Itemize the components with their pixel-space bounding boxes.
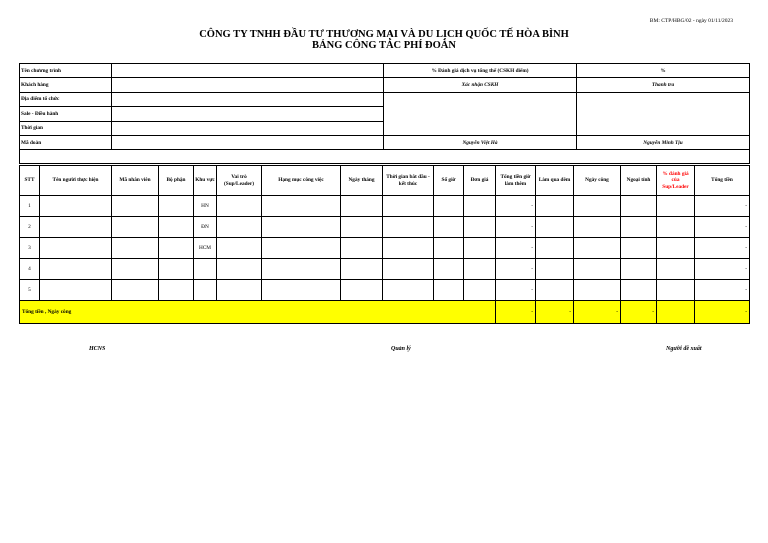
cell-time-range[interactable] bbox=[383, 280, 434, 301]
cell-time-range[interactable] bbox=[383, 196, 434, 217]
header-rating: % đánh giá của Sup/Leader bbox=[657, 166, 695, 196]
cell-total: - bbox=[695, 217, 750, 238]
program-value[interactable] bbox=[112, 64, 384, 78]
cell-stt: 1 bbox=[20, 196, 40, 217]
cskh-signature-area bbox=[384, 92, 577, 135]
header-total: Tổng tiền bbox=[695, 166, 750, 196]
document-title: BẢNG CÔNG TÁC PHÍ ĐOÀN bbox=[312, 40, 456, 51]
cell-overnight[interactable] bbox=[536, 259, 574, 280]
cell-total: - bbox=[695, 259, 750, 280]
table-header-row bbox=[20, 166, 750, 196]
form-code: BM: CTP/HBG/02 - ngày 01/11/2023 bbox=[649, 18, 733, 24]
cell-overnight[interactable] bbox=[536, 238, 574, 259]
cell-performer[interactable] bbox=[40, 217, 112, 238]
table-row bbox=[20, 259, 750, 280]
cell-out-of-province[interactable] bbox=[621, 280, 657, 301]
cell-overnight[interactable] bbox=[536, 196, 574, 217]
rating-label: % Đánh giá dịch vụ tổng thể (CSKH điểm) bbox=[384, 64, 577, 78]
cell-performer[interactable] bbox=[40, 196, 112, 217]
program-label: Tên chương trình bbox=[20, 64, 112, 78]
cell-out-of-province[interactable] bbox=[621, 196, 657, 217]
table-row bbox=[20, 217, 750, 238]
cell-region[interactable] bbox=[194, 280, 217, 301]
cell-rating[interactable] bbox=[657, 217, 695, 238]
sale-value[interactable] bbox=[112, 107, 384, 121]
cell-emp-id[interactable] bbox=[112, 196, 159, 217]
cell-date[interactable] bbox=[341, 238, 383, 259]
header-overnight: Làm qua đêm bbox=[536, 166, 574, 196]
cell-overtime: - bbox=[496, 238, 536, 259]
totals-row bbox=[20, 301, 750, 324]
cell-role[interactable] bbox=[217, 196, 262, 217]
cell-hours[interactable] bbox=[434, 196, 464, 217]
header-performer: Tên người thực hiện bbox=[40, 166, 112, 196]
program-info-table bbox=[19, 63, 750, 164]
inspector-signature-area bbox=[577, 92, 750, 135]
cell-dept[interactable] bbox=[159, 259, 194, 280]
cell-overtime: - bbox=[496, 217, 536, 238]
signature-proposer: Người đề xuất bbox=[666, 346, 702, 352]
cell-performer[interactable] bbox=[40, 259, 112, 280]
cell-unit-price[interactable] bbox=[464, 259, 496, 280]
cell-work-item[interactable] bbox=[262, 280, 341, 301]
cell-unit-price[interactable] bbox=[464, 238, 496, 259]
cell-workdays[interactable] bbox=[574, 280, 621, 301]
cell-work-item[interactable] bbox=[262, 238, 341, 259]
cell-hours[interactable] bbox=[434, 217, 464, 238]
cell-rating[interactable] bbox=[657, 280, 695, 301]
spacer-row bbox=[20, 150, 750, 164]
cell-work-item[interactable] bbox=[262, 196, 341, 217]
cell-stt: 3 bbox=[20, 238, 40, 259]
cell-workdays[interactable] bbox=[574, 196, 621, 217]
cell-hours[interactable] bbox=[434, 259, 464, 280]
header-workdays: Ngày công bbox=[574, 166, 621, 196]
header-date: Ngày tháng bbox=[341, 166, 383, 196]
group-code-value[interactable] bbox=[112, 135, 384, 149]
header-time-range: Thời gian bắt đầu - kết thúc bbox=[383, 166, 434, 196]
cell-overtime: - bbox=[496, 196, 536, 217]
header-work-item: Hạng mục công việc bbox=[262, 166, 341, 196]
cell-dept[interactable] bbox=[159, 280, 194, 301]
header-role: Vai trò (Sup/Leader) bbox=[217, 166, 262, 196]
time-label: Thời gian bbox=[20, 121, 112, 135]
header-hours: Số giờ bbox=[434, 166, 464, 196]
cell-emp-id[interactable] bbox=[112, 238, 159, 259]
header-stt: STT bbox=[20, 166, 40, 196]
cell-hours[interactable] bbox=[434, 280, 464, 301]
cell-stt: 4 bbox=[20, 259, 40, 280]
cell-date[interactable] bbox=[341, 259, 383, 280]
table-row bbox=[20, 196, 750, 217]
cell-emp-id[interactable] bbox=[112, 259, 159, 280]
cskh-name: Nguyễn Việt Hà bbox=[384, 135, 577, 149]
cell-dept[interactable] bbox=[159, 196, 194, 217]
cell-workdays[interactable] bbox=[574, 259, 621, 280]
cell-time-range[interactable] bbox=[383, 238, 434, 259]
cell-performer[interactable] bbox=[40, 280, 112, 301]
cell-stt: 2 bbox=[20, 217, 40, 238]
customer-value[interactable] bbox=[112, 78, 384, 92]
cell-dept[interactable] bbox=[159, 217, 194, 238]
time-value[interactable] bbox=[112, 121, 384, 135]
inspector-name: Nguyễn Minh Tịu bbox=[577, 135, 750, 149]
cell-out-of-province[interactable] bbox=[621, 238, 657, 259]
cell-region[interactable]: HN bbox=[194, 196, 217, 217]
customer-label: Khách hàng bbox=[20, 78, 112, 92]
cell-rating[interactable] bbox=[657, 196, 695, 217]
cell-region[interactable] bbox=[194, 259, 217, 280]
cskh-confirm-label: Xác nhận CSKH bbox=[384, 78, 577, 92]
company-name: CÔNG TY TNHH ĐẦU TƯ THƯƠNG MẠI VÀ DU LỊCH QUỐC TẾ HÒA BÌNH bbox=[199, 29, 569, 40]
cell-rating[interactable] bbox=[657, 259, 695, 280]
cell-emp-id[interactable] bbox=[112, 217, 159, 238]
venue-label: Địa điểm tổ chức bbox=[20, 92, 112, 106]
totals-label: Tổng tiền , Ngày công bbox=[20, 301, 496, 324]
sale-label: Sale - Điều hành bbox=[20, 107, 112, 121]
cell-role[interactable] bbox=[217, 259, 262, 280]
totals-rating bbox=[657, 301, 695, 324]
table-row bbox=[20, 280, 750, 301]
inspector-label: Thanh tra bbox=[577, 78, 750, 92]
totals-overtime: - bbox=[496, 301, 536, 324]
totals-overnight: - bbox=[536, 301, 574, 324]
cell-total: - bbox=[695, 196, 750, 217]
table-row bbox=[20, 238, 750, 259]
cell-emp-id[interactable] bbox=[112, 280, 159, 301]
cell-region[interactable]: ĐN bbox=[194, 217, 217, 238]
signature-manager: Quản lý bbox=[391, 346, 411, 352]
cell-time-range[interactable] bbox=[383, 259, 434, 280]
cell-work-item[interactable] bbox=[262, 259, 341, 280]
cell-overnight[interactable] bbox=[536, 280, 574, 301]
cell-overtime: - bbox=[496, 280, 536, 301]
cell-unit-price[interactable] bbox=[464, 217, 496, 238]
cell-out-of-province[interactable] bbox=[621, 259, 657, 280]
totals-total: - bbox=[695, 301, 750, 324]
cell-hours[interactable] bbox=[434, 238, 464, 259]
cell-time-range[interactable] bbox=[383, 217, 434, 238]
cell-performer[interactable] bbox=[40, 238, 112, 259]
header-out-of-province: Ngoại tỉnh bbox=[621, 166, 657, 196]
cell-region[interactable]: HCM bbox=[194, 238, 217, 259]
cell-stt: 5 bbox=[20, 280, 40, 301]
cell-date[interactable] bbox=[341, 217, 383, 238]
cell-workdays[interactable] bbox=[574, 217, 621, 238]
cell-overnight[interactable] bbox=[536, 217, 574, 238]
cell-role[interactable] bbox=[217, 280, 262, 301]
cell-role[interactable] bbox=[217, 217, 262, 238]
cell-out-of-province[interactable] bbox=[621, 217, 657, 238]
work-table bbox=[19, 165, 750, 324]
cell-rating[interactable] bbox=[657, 238, 695, 259]
totals-out-of-province: - bbox=[621, 301, 657, 324]
cell-dept[interactable] bbox=[159, 238, 194, 259]
header-region: Khu vực bbox=[194, 166, 217, 196]
cell-unit-price[interactable] bbox=[464, 280, 496, 301]
header-unit-price: Đơn giá bbox=[464, 166, 496, 196]
percent-label: % bbox=[577, 64, 750, 78]
header-dept: Bộ phận bbox=[159, 166, 194, 196]
cell-role[interactable] bbox=[217, 238, 262, 259]
venue-value[interactable] bbox=[112, 92, 384, 106]
header-emp-id: Mã nhân viên bbox=[112, 166, 159, 196]
cell-date[interactable] bbox=[341, 196, 383, 217]
cell-total: - bbox=[695, 238, 750, 259]
cell-unit-price[interactable] bbox=[464, 196, 496, 217]
totals-workdays: - bbox=[574, 301, 621, 324]
cell-workdays[interactable] bbox=[574, 238, 621, 259]
signature-hr: HCNS bbox=[89, 346, 106, 352]
cell-total: - bbox=[695, 280, 750, 301]
cell-work-item[interactable] bbox=[262, 217, 341, 238]
cell-date[interactable] bbox=[341, 280, 383, 301]
header-overtime-total: Tổng tiền giờ làm thêm bbox=[496, 166, 536, 196]
cell-overtime: - bbox=[496, 259, 536, 280]
group-code-label: Mã đoàn bbox=[20, 135, 112, 149]
